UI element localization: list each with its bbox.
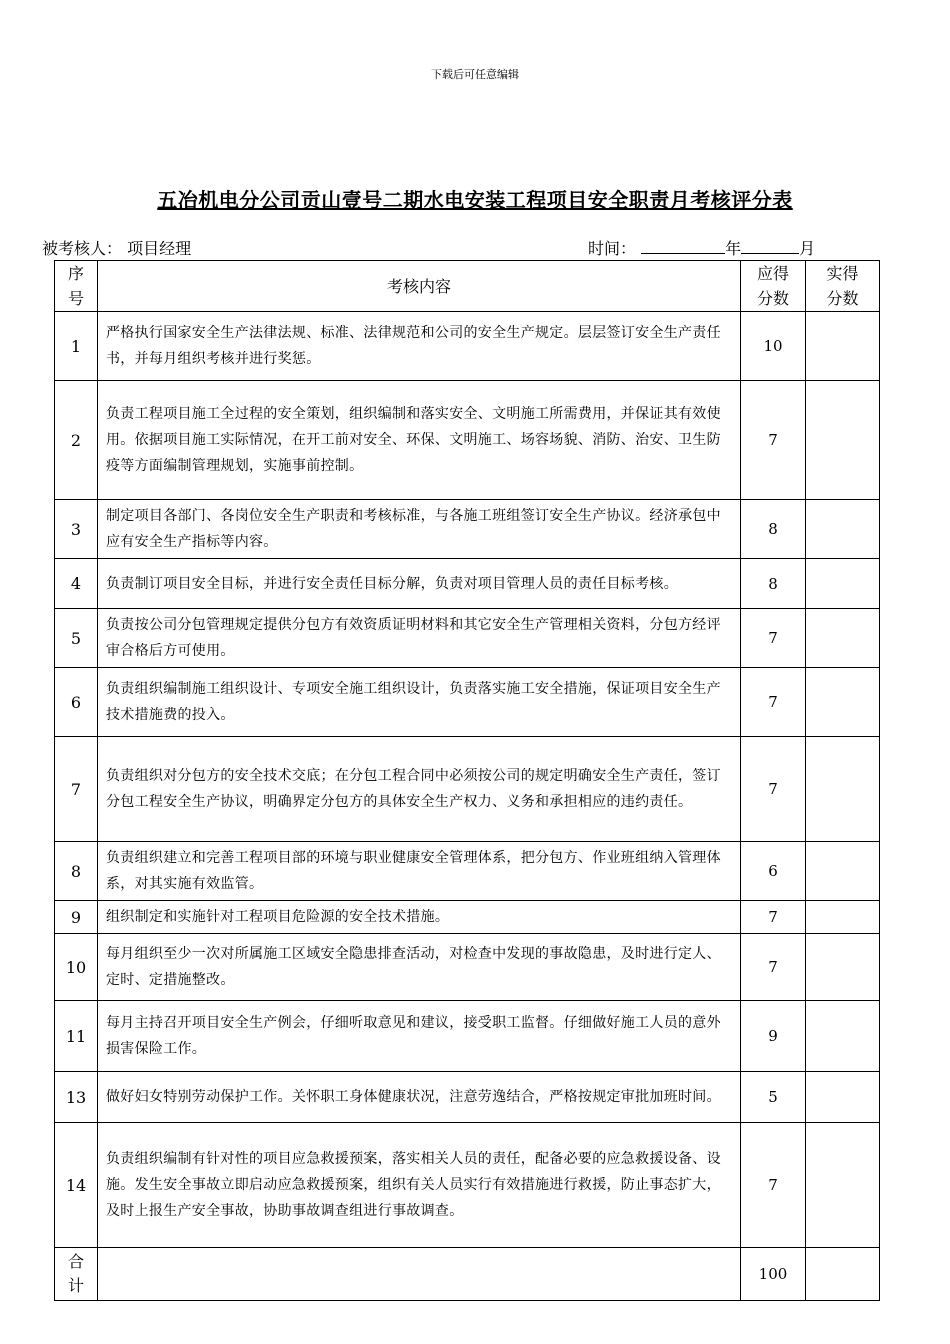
table-row	[55, 609, 880, 668]
time-field	[588, 236, 815, 259]
table-row	[55, 1123, 880, 1248]
row-seq: 13	[55, 1072, 98, 1123]
total-row	[55, 1248, 880, 1301]
row-actual-score[interactable]	[806, 668, 880, 737]
row-content: 每月主持召开项目安全生产例会，仔细听取意见和建议，接受职工监督。仔细做好施工人员的意外损害保险工作。	[98, 1001, 741, 1072]
row-seq: 10	[55, 934, 98, 1001]
row-seq: 5	[55, 609, 98, 668]
header-note: 下载后可任意编辑	[431, 68, 519, 81]
row-seq: 8	[55, 842, 98, 901]
row-seq: 4	[55, 559, 98, 609]
row-actual-score[interactable]	[806, 901, 880, 934]
row-content: 负责组织对分包方的安全技术交底；在分包工程合同中必须按公司的规定明确安全生产责任，签订分包工程安全生产协议，明确界定分包方的具体安全生产权力、义务和承担相应的违约责任。	[98, 737, 741, 842]
row-seq: 7	[55, 737, 98, 842]
assessee	[42, 236, 191, 259]
table-row	[55, 559, 880, 609]
total-label: 合 计	[55, 1248, 98, 1301]
table-row	[55, 1001, 880, 1072]
row-content: 严格执行国家安全生产法律法规、标准、法律规范和公司的安全生产规定。层层签订安全生产责任书，并每月组织考核并进行奖惩。	[98, 312, 741, 381]
row-content: 负责组织编制有针对性的项目应急救援预案，落实相关人员的责任，配备必要的应急救援设备、设施。发生安全事故立即启动应急救援预案，组织有关人员实行有效措施进行救援，防止事态扩大，及时上报生产安全事故，协助事故调查组进行事故调查。	[98, 1123, 741, 1248]
row-seq: 1	[55, 312, 98, 381]
row-actual-score[interactable]	[806, 559, 880, 609]
table-row	[55, 668, 880, 737]
row-actual-score[interactable]	[806, 1001, 880, 1072]
table-row	[55, 312, 880, 381]
assessee-value: 项目经理	[127, 239, 192, 258]
row-seq: 2	[55, 381, 98, 500]
page-title: 五冶机电分公司贡山壹号二期水电安装工程项目安全职责月考核评分表	[157, 188, 793, 212]
year-label: 年	[725, 239, 742, 258]
info-line	[42, 236, 842, 260]
row-score: 7	[741, 901, 806, 934]
col-content-header: 考核内容	[98, 261, 741, 312]
row-score: 6	[741, 842, 806, 901]
row-score: 10	[741, 312, 806, 381]
row-score: 7	[741, 668, 806, 737]
row-score: 7	[741, 609, 806, 668]
table-row	[55, 1072, 880, 1123]
row-seq: 6	[55, 668, 98, 737]
row-actual-score[interactable]	[806, 609, 880, 668]
year-blank[interactable]	[641, 237, 725, 254]
table-row	[55, 901, 880, 934]
row-actual-score[interactable]	[806, 737, 880, 842]
row-seq: 14	[55, 1123, 98, 1248]
month-label: 月	[799, 239, 816, 258]
month-blank[interactable]	[741, 237, 799, 254]
row-score: 7	[741, 934, 806, 1001]
row-score: 7	[741, 1123, 806, 1248]
row-score: 7	[741, 737, 806, 842]
row-content: 负责工程项目施工全过程的安全策划，组织编制和落实安全、文明施工所需费用，并保证其有效使用。依据项目施工实际情况，在开工前对安全、环保、文明施工、场容场貌、消防、治安、卫生防疫等方面编制管理规划，实施事前控制。	[98, 381, 741, 500]
assessee-label: 被考核人：	[42, 239, 123, 258]
row-content: 组织制定和实施针对工程项目危险源的安全技术措施。	[98, 901, 741, 934]
row-actual-score[interactable]	[806, 1123, 880, 1248]
table-row	[55, 500, 880, 559]
table-header-row	[55, 261, 880, 312]
row-score: 7	[741, 381, 806, 500]
row-score: 9	[741, 1001, 806, 1072]
row-score: 5	[741, 1072, 806, 1123]
row-content: 负责按公司分包管理规定提供分包方有效资质证明材料和其它安全生产管理相关资料，分包方经评审合格后方可使用。	[98, 609, 741, 668]
row-seq: 9	[55, 901, 98, 934]
total-content	[98, 1248, 741, 1301]
row-content: 负责组织建立和完善工程项目部的环境与职业健康安全管理体系，把分包方、作业班组纳入管理体系，对其实施有效监管。	[98, 842, 741, 901]
row-content: 每月组织至少一次对所属施工区域安全隐患排查活动，对检查中发现的事故隐患，及时进行定人、定时、定措施整改。	[98, 934, 741, 1001]
total-actual-score[interactable]	[806, 1248, 880, 1301]
table-row	[55, 842, 880, 901]
row-seq: 11	[55, 1001, 98, 1072]
table-row	[55, 737, 880, 842]
row-actual-score[interactable]	[806, 842, 880, 901]
row-actual-score[interactable]	[806, 381, 880, 500]
row-actual-score[interactable]	[806, 312, 880, 381]
row-score: 8	[741, 500, 806, 559]
row-content: 做好妇女特别劳动保护工作。关怀职工身体健康状况，注意劳逸结合，严格按规定审批加班时间。	[98, 1072, 741, 1123]
col-actual-score-header: 实得 分数	[806, 261, 880, 312]
row-actual-score[interactable]	[806, 934, 880, 1001]
time-label: 时间：	[588, 239, 637, 258]
table-row	[55, 934, 880, 1001]
row-actual-score[interactable]	[806, 1072, 880, 1123]
assessment-table	[54, 260, 880, 1301]
col-should-score-header: 应得 分数	[741, 261, 806, 312]
table-row	[55, 381, 880, 500]
total-score: 100	[741, 1248, 806, 1301]
row-content: 负责组织编制施工组织设计、专项安全施工组织设计，负责落实施工安全措施，保证项目安全生产技术措施费的投入。	[98, 668, 741, 737]
row-seq: 3	[55, 500, 98, 559]
col-seq-header: 序 号	[55, 261, 98, 312]
row-content: 负责制订项目安全目标，并进行安全责任目标分解，负责对项目管理人员的责任目标考核。	[98, 559, 741, 609]
row-score: 8	[741, 559, 806, 609]
row-actual-score[interactable]	[806, 500, 880, 559]
row-content: 制定项目各部门、各岗位安全生产职责和考核标准，与各施工班组签订安全生产协议。经济承包中应有安全生产指标等内容。	[98, 500, 741, 559]
